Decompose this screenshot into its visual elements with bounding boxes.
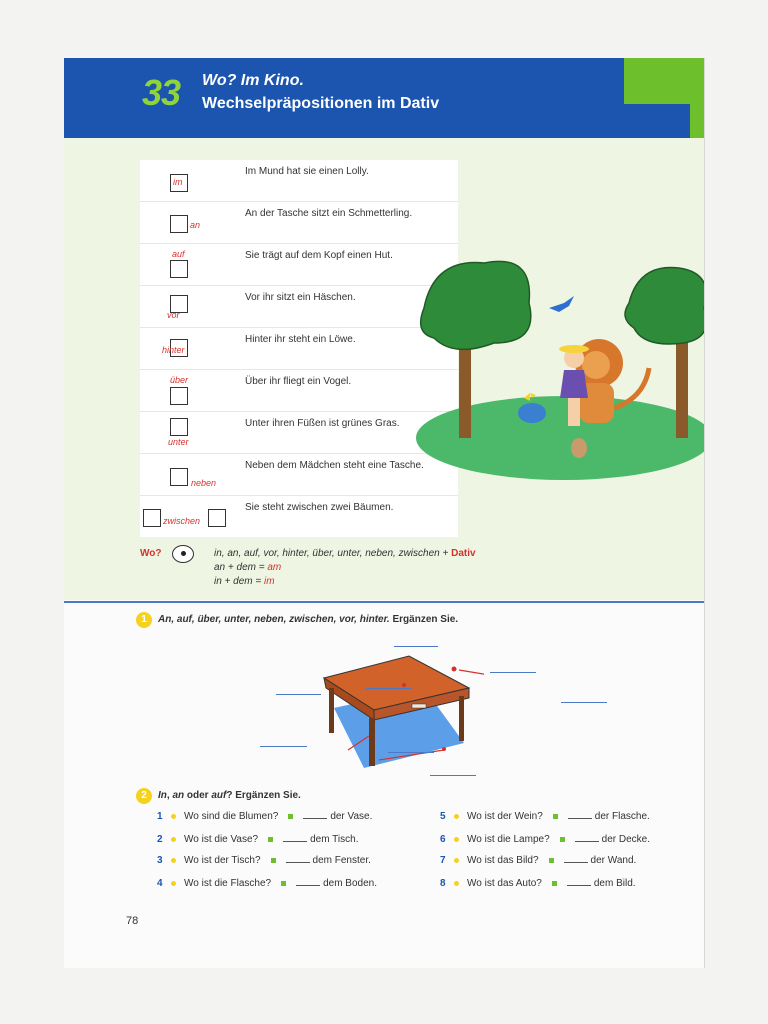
question-number: 1 [157,811,163,822]
sentence-text: Sie trägt auf dem Kopf einen Hut. [245,250,393,261]
answer-line[interactable] [430,775,476,776]
question-row [454,834,650,845]
preposition-label: an [190,220,201,230]
answer-gap[interactable] [564,862,588,863]
rule-case: Dativ [451,548,476,559]
left-tree-crown [421,261,531,349]
rule-line-3 [214,576,275,587]
question-text: Wo ist die Lampe? [467,834,550,845]
header-corner-accent-strip [690,104,704,138]
marker-dot [442,747,446,751]
list-item [140,412,458,454]
question-row [454,811,650,822]
unit-subtitle: Wechselpräpositionen im Dativ [202,95,440,112]
answer-text: dem Boden. [323,878,378,889]
answer-text: der Flasche. [594,811,650,822]
answer-marker-icon [288,814,293,819]
drawer-handle [412,704,426,708]
instruction-text: Ergänzen Sie. [389,614,459,625]
question-number: 4 [157,878,163,889]
scene-illustration [414,248,704,498]
marker-dot [452,667,457,672]
exercise-number-badge: 1 [136,612,152,628]
rule-contraction-result: am [267,562,282,573]
answer-marker-icon [553,814,558,819]
answer-gap[interactable] [283,841,307,842]
bullet-icon [171,881,176,886]
table-leg [459,696,464,741]
exercise-instruction [158,614,458,625]
instruction-text: ? Ergänzen Sie. [226,790,301,801]
exercise-instruction [158,790,301,801]
question-text: Wo ist die Vase? [184,834,259,845]
sentence-text: Hinter ihr steht ein Löwe. [245,334,356,345]
instruction-word: In [158,790,167,801]
rule-contraction: an + dem = [214,562,268,573]
preposition-label: über [170,375,189,385]
sentence-text: Neben dem Mädchen steht eine Tasche. [245,460,424,471]
pointer-arrow [459,670,484,675]
bullet-icon [454,837,459,842]
answer-line[interactable] [561,702,607,703]
answer-gap[interactable] [567,885,591,886]
answer-line[interactable] [490,672,536,673]
girl-legs [568,398,580,426]
rule-prepositions: in, an, auf, vor, hinter, über, unter, neben, zwischen + [214,548,452,559]
answer-line[interactable] [260,746,307,747]
answer-gap[interactable] [303,818,327,819]
unit-number: 33 [142,72,181,113]
bullet-icon [454,881,459,886]
question-number: 3 [157,855,163,866]
answer-marker-icon [549,858,554,863]
sentence-text: Sie steht zwischen zwei Bäumen. [245,502,394,513]
preposition-label: im [173,177,183,187]
rule-contraction-result: im [264,576,275,587]
answer-line[interactable] [388,752,434,753]
answer-gap[interactable] [568,818,592,819]
answer-box[interactable] [170,387,188,405]
answer-text: dem Fenster. [312,855,371,866]
girl-dress [560,370,588,398]
answer-line[interactable] [394,646,438,647]
question-text: Wo sind die Blumen? [184,811,279,822]
bullet-icon [171,814,176,819]
instruction-word: an [172,790,185,801]
question-number: 5 [440,811,446,822]
instruction-word: auf [211,790,227,801]
answer-box-right[interactable] [208,509,226,527]
rule-line-1 [214,548,476,559]
table-illustration [314,648,484,773]
answer-gap[interactable] [286,862,310,863]
question-row [171,811,372,822]
answer-box[interactable] [170,260,188,278]
bullet-icon [171,837,176,842]
question-text: Wo ist der Tisch? [184,855,261,866]
table-leg [329,688,334,733]
sentence-text: Vor ihr sitzt ein Häschen. [245,292,356,303]
question-row [171,834,358,845]
rule-contraction: in + dem = [214,576,265,587]
bullet-icon [171,858,176,863]
answer-marker-icon [271,858,276,863]
bullet-icon [454,814,459,819]
answer-text: dem Bild. [593,878,636,889]
question-number: 2 [157,834,163,845]
answer-box[interactable] [170,418,188,436]
instruction-prepositions: An, auf, über, unter, neben, zwischen, vor, hinter. [158,614,390,625]
list-item [140,286,458,328]
sentence-text: Über ihr fliegt ein Vogel. [245,376,352,387]
answer-line[interactable] [276,694,321,695]
bag-icon [518,403,546,423]
answer-marker-icon [560,837,565,842]
rule-question: Wo? [140,548,162,559]
answer-box[interactable] [170,215,188,233]
marker-dot [402,683,406,687]
question-number: 7 [440,855,446,866]
right-tree-trunk [676,328,688,438]
instruction-separator: oder [184,790,212,801]
answer-marker-icon [281,881,286,886]
answer-box-left[interactable] [143,509,161,527]
answer-text: dem Tisch. [310,834,359,845]
question-text: Wo ist das Bild? [467,855,539,866]
question-number: 8 [440,878,446,889]
lion-face [582,351,610,379]
preposition-label: unter [168,437,189,447]
exercise-number-badge: 2 [136,788,152,804]
answer-text: der Vase. [330,811,373,822]
question-number: 6 [440,834,446,845]
list-item [140,202,458,244]
list-item [140,328,458,370]
list-item [140,454,458,496]
answer-text: der Decke. [601,834,650,845]
answer-text: der Wand. [590,855,637,866]
answer-box[interactable] [170,468,188,486]
preposition-label: neben [191,478,217,488]
right-tree-crown [625,267,704,344]
preposition-label: vor [167,310,180,320]
list-item [140,370,458,412]
answer-gap[interactable] [575,841,599,842]
answer-marker-icon [268,837,273,842]
list-item [140,160,458,202]
question-row [454,855,636,866]
section-divider [64,601,704,603]
textbook-page [64,58,704,968]
question-text: Wo ist die Flasche? [184,878,272,889]
preposition-label: hinter [162,345,185,355]
question-text: Wo ist der Wein? [467,811,543,822]
sentence-text: Unter ihren Füßen ist grünes Gras. [245,418,400,429]
unit-title: Wo? Im Kino. [202,72,304,89]
answer-gap[interactable] [296,885,320,886]
rule-line-2 [214,562,281,573]
question-row [454,878,636,889]
question-text: Wo ist das Auto? [467,878,542,889]
question-row [171,855,371,866]
instruction-separator: , [166,790,173,801]
question-row [171,878,377,889]
preposition-label: auf [172,249,185,259]
list-item [140,496,458,537]
header-corner-accent [624,58,704,104]
table-leg [369,718,375,766]
page-number: 78 [126,915,139,927]
answer-line[interactable] [366,688,412,689]
list-item [140,244,458,286]
sentence-text: An der Tasche sitzt ein Schmetterling. [245,208,413,219]
bird-icon [549,296,574,312]
bullet-icon [454,858,459,863]
preposition-label: zwischen [163,516,201,526]
location-point-icon [172,545,194,563]
bunny-icon [571,438,587,458]
sentence-list [140,160,458,537]
answer-marker-icon [552,881,557,886]
sentence-text: Im Mund hat sie einen Lolly. [245,166,369,177]
girl-hat [559,345,589,353]
